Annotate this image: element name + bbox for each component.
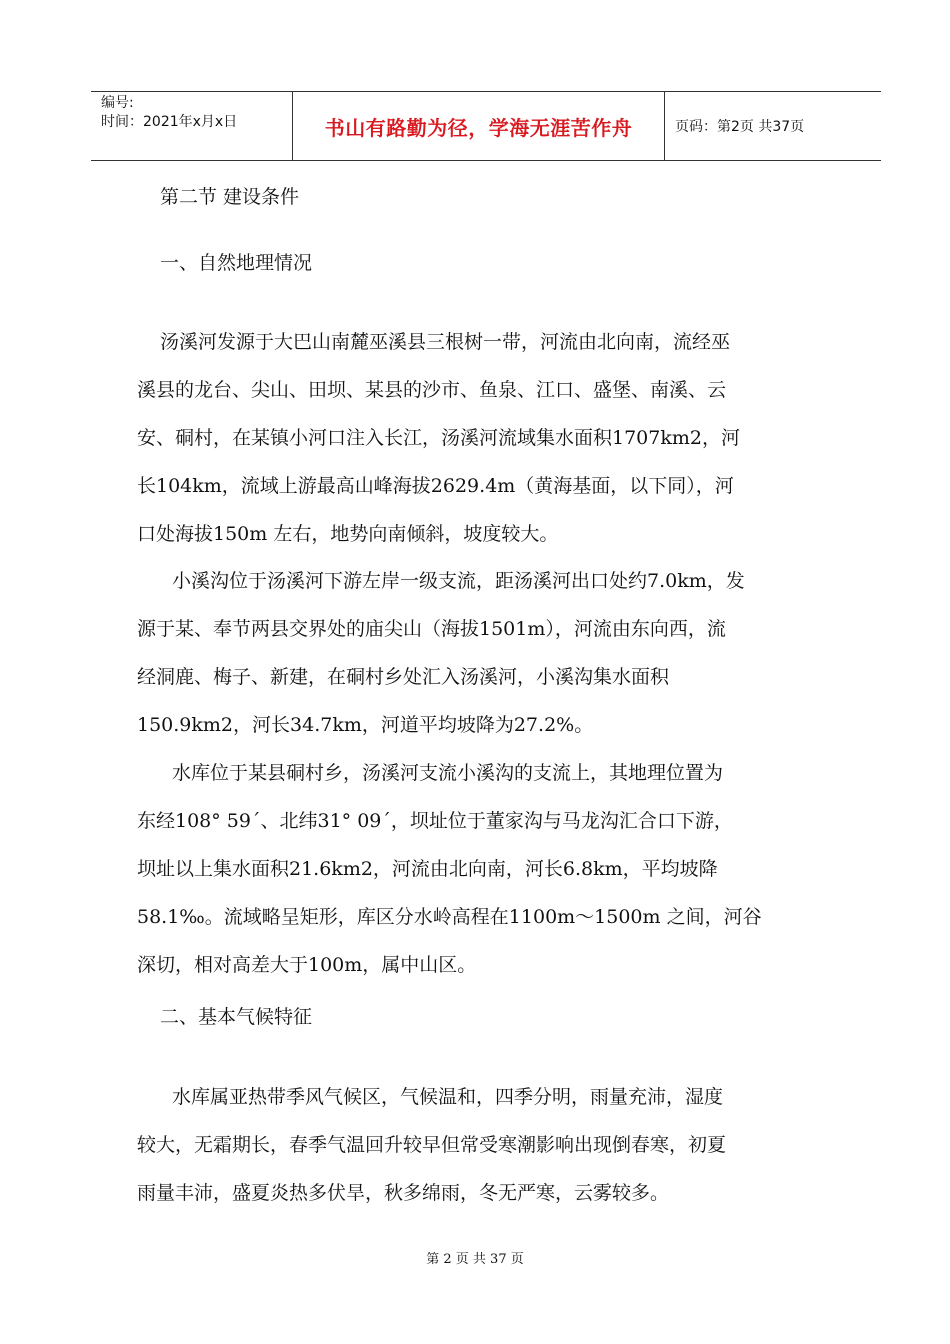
paragraph-line: 小溪沟位于汤溪河下游左岸一级支流，距汤溪河出口处约7.0km，发 [172, 570, 745, 592]
paragraph-line: 水库位于某县硐村乡，汤溪河支流小溪沟的支流上，其地理位置为 [172, 762, 724, 784]
header-meta-cell [91, 92, 293, 160]
section-title: 第二节 建设条件 [160, 186, 300, 208]
number-label: 编号: [101, 95, 134, 111]
time-label: 时间：2021年x月x日 [101, 114, 238, 130]
paragraph-line: 58.1‰。流域略呈矩形，库区分水岭高程在1100m～1500m 之间，河谷 [137, 906, 762, 928]
paragraph-line: 坝址以上集水面积21.6km2，河流由北向南，河长6.8km，平均坡降 [137, 858, 718, 880]
paragraph-line: 口处海拔150m 左右，地势向南倾斜，坡度较大。 [137, 523, 559, 545]
header-table [91, 91, 881, 161]
paragraph-line: 深切，相对高差大于100m，属中山区。 [137, 954, 477, 976]
paragraph-line: 东经108° 59´、北纬31° 09´，坝址位于董家沟与马龙沟汇合口下游， [137, 810, 733, 832]
paragraph-line: 较大，无霜期长，春季气温回升较早但常受寒潮影响出现倒春寒，初夏 [137, 1134, 727, 1156]
paragraph-line: 经洞鹿、梅子、新建，在硐村乡处汇入汤溪河，小溪沟集水面积 [137, 666, 670, 688]
motto: 书山有路勤为径，学海无涯苦作舟 [293, 92, 665, 160]
paragraph-line: 长104km，流域上游最高山峰海拔2629.4m（黄海基面，以下同），河 [137, 475, 734, 497]
paragraph-line: 溪县的龙台、尖山、田坝、某县的沙市、鱼泉、江口、盛堡、南溪、云 [137, 379, 727, 401]
paragraph-line: 150.9km2，河长34.7km，河道平均坡降为27.2%。 [137, 714, 594, 736]
paragraph-line: 汤溪河发源于大巴山南麓巫溪县三根树一带，河流由北向南，流经巫 [160, 331, 731, 353]
paragraph-line: 雨量丰沛，盛夏炎热多伏旱，秋多绵雨，冬无严寒，云雾较多。 [137, 1182, 670, 1204]
heading-natural-geography: 一、自然地理情况 [160, 252, 313, 274]
heading-climate: 二、基本气候特征 [160, 1006, 313, 1028]
paragraph-line: 安、硐村，在某镇小河口注入长江，汤溪河流域集水面积1707km2，河 [137, 427, 740, 449]
paragraph-line: 源于某、奉节两县交界处的庙尖山（海拔1501m），河流由东向西，流 [137, 618, 726, 640]
page-footer: 第 2 页 共 37 页 [426, 1252, 524, 1267]
page-indicator: 页码：第2页 共37页 [675, 119, 805, 135]
paragraph-line: 水库属亚热带季风气候区，气候温和，四季分明，雨量充沛，湿度 [172, 1086, 724, 1108]
